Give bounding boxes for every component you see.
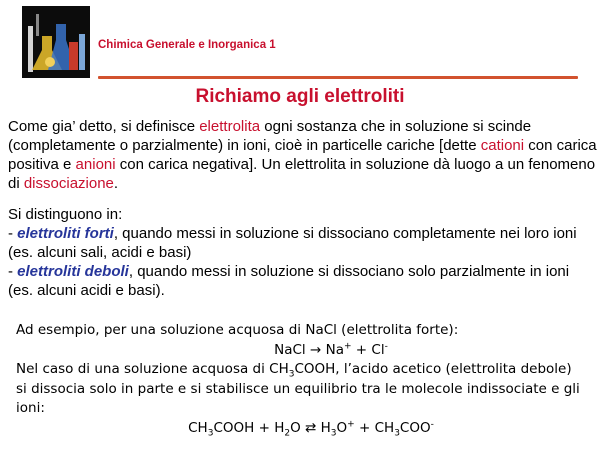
- classification-intro: Si distinguono in:: [8, 206, 123, 223]
- term-cationi: cationi: [480, 137, 525, 154]
- list-dash: -: [8, 225, 18, 242]
- term-elettroliti-forti: elettroliti forti: [17, 225, 114, 242]
- plus-sign: +: [351, 341, 372, 358]
- weak-description: , quando messi in soluzione si dissociano solo parzialmente in ioni (es. alcuni acidi e basi).: [8, 263, 570, 299]
- term-dissociazione: dissociazione: [23, 175, 114, 192]
- charge: +: [347, 419, 355, 429]
- product-cation: Na: [325, 341, 344, 358]
- equilibrium-arrow: ⇄: [305, 419, 317, 436]
- term-elettroliti-deboli: elettroliti deboli: [17, 263, 129, 280]
- formula-part: O: [336, 419, 348, 436]
- product-anion: Cl: [371, 341, 385, 358]
- subscript: 2: [284, 428, 291, 439]
- slide-title: Richiamo agli elettroliti: [195, 86, 405, 107]
- text-segment: Come gia’ detto, si definisce: [8, 118, 200, 135]
- example-block: [16, 321, 586, 438]
- chemistry-glassware-icon: [22, 6, 90, 78]
- text-segment: con carica negativa]. Un elettrolita in soluzione dà luogo a un fenomeno di: [8, 156, 596, 192]
- charge: -: [430, 419, 434, 429]
- plus-sign: +: [354, 419, 375, 436]
- charge: -: [384, 341, 388, 351]
- subscript: 3: [288, 369, 295, 380]
- reactant: NaCl: [274, 341, 306, 358]
- header-divider: [98, 76, 578, 79]
- charge: +: [343, 341, 352, 351]
- formula-part: COOH: [213, 419, 255, 436]
- formula-part: COO: [399, 419, 431, 436]
- reactant-water: H: [274, 419, 285, 436]
- list-item-weak: [8, 262, 598, 300]
- plus-sign: +: [254, 419, 275, 436]
- product-acetate: CH: [374, 419, 395, 436]
- text-segment: ogni sostanza che in soluzione si scinde (completamente o parzialmente) in ioni, cioè in particelle cariche [dette: [8, 118, 532, 154]
- term-anioni: anioni: [75, 156, 116, 173]
- example-intro: Ad esempio, per una soluzione acquosa di NaCl (elettrolita forte):: [16, 322, 459, 338]
- reactant-acetic-acid: CH: [188, 419, 208, 436]
- text-segment: con carica positiva e: [8, 137, 597, 173]
- reaction-arrow: →: [309, 341, 322, 358]
- course-title: Chimica Generale e Inorganica 1: [98, 39, 276, 51]
- product-hydronium: H: [320, 419, 331, 436]
- equation-nacl: [16, 341, 586, 361]
- subscript: 3: [330, 428, 337, 439]
- list-item-strong: [8, 224, 598, 262]
- subscript: 3: [207, 428, 214, 439]
- text-segment: .: [113, 175, 119, 192]
- subscript: 3: [394, 428, 400, 439]
- text-segment: COOH, l’acido acetico (elettrolita debole) si dissocia solo in parte e si stabilisce un equilibrio tra le molecole indissociate e gli ioni:: [16, 361, 580, 416]
- text-segment: Nel caso di una soluzione acquosa di CH: [16, 361, 289, 377]
- equation-acetic-acid: [16, 419, 586, 439]
- definition-paragraph: [8, 117, 598, 193]
- example-weak-text: [16, 360, 586, 419]
- strong-description: , quando messi in soluzione si dissociano completamente nei loro ioni (es. alcuni sali, acidi e basi): [8, 225, 577, 261]
- classification-paragraph: [8, 205, 598, 300]
- formula-part: O: [290, 419, 301, 436]
- list-dash: -: [8, 263, 18, 280]
- term-elettrolita: elettrolita: [199, 118, 261, 135]
